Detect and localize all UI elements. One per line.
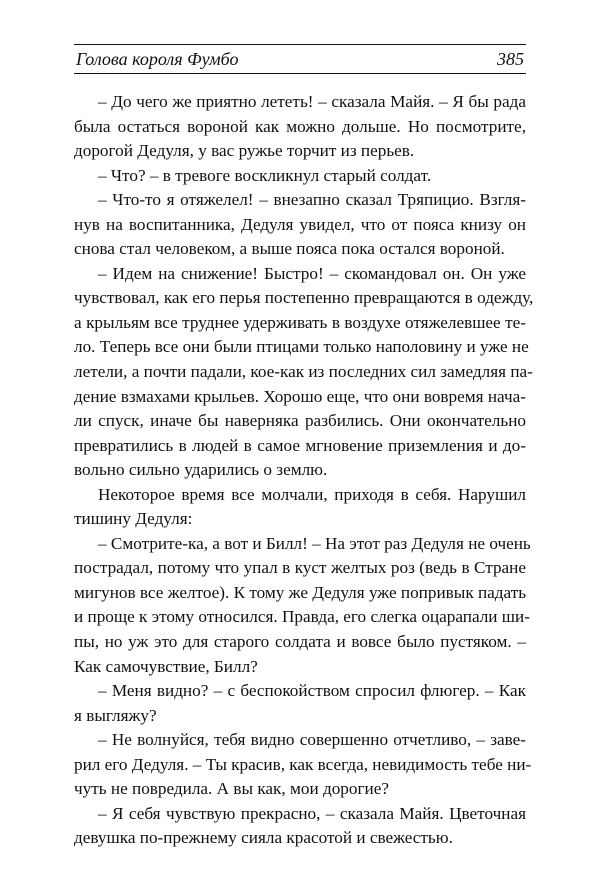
text-line: вольно сильно ударились о землю. bbox=[74, 460, 328, 480]
text-line: чувствовал, как его перья постепенно превращаются в одежду, bbox=[74, 288, 534, 308]
text-line: – Не волнуйся, тебя видно совершенно отчетливо, – заве- bbox=[98, 730, 526, 750]
text-line: ли спуск, иначе бы наверняка разбились. Они окончательно bbox=[74, 411, 526, 431]
text-line: дение взмахами крыльев. Хорошо еще, что они вовремя нача- bbox=[74, 386, 526, 406]
text-line: девушка по-прежнему сияла красотой и свежестью. bbox=[74, 828, 453, 848]
text-line: – Смотрите-ка, а вот и Билл! – На этот раз Дедуля не очень bbox=[98, 533, 531, 553]
text-line: – Что-то я отяжелел! – внезапно сказал Тряпицио. Взгля- bbox=[98, 190, 526, 210]
text-line: Как самочувствие, Билл? bbox=[74, 656, 258, 676]
text-line: – До чего же приятно лететь! – сказала Майя. – Я бы рада bbox=[98, 92, 526, 111]
text-line: а крыльям все труднее удерживать в воздухе отяжелевшее те- bbox=[74, 312, 526, 332]
text-line: – Я себя чувствую прекрасно, – сказала Майя. Цветочная bbox=[98, 803, 526, 823]
text-line: – Что? – в тревоге воскликнул старый солдат. bbox=[98, 165, 432, 185]
text-line: – Меня видно? – с беспокойством спросил флюгер. – Как bbox=[98, 681, 526, 701]
text-line: рил его Дедуля. – Ты красив, как всегда, невидимость тебе ни- bbox=[74, 754, 532, 774]
text-line: превратились в людей в самое мгновение приземления и до- bbox=[74, 435, 526, 455]
page-header bbox=[74, 44, 526, 74]
text-line: и проще к этому относился. Правда, его слегка оцарапали ши- bbox=[74, 607, 530, 627]
text-line: – Идем на снижение! Быстро! – скомандовал он. Он уже bbox=[98, 263, 526, 283]
text-line: пы, но уж это для старого солдата и вовсе было пустяком. – bbox=[74, 632, 526, 652]
text-line: нув на воспитанника, Дедуля увидел, что от пояса книзу он bbox=[74, 214, 526, 234]
text-line: тишину Дедуля: bbox=[74, 509, 193, 529]
text-line: летели, а почти падали, кое-как из последних сил замедляя па- bbox=[74, 362, 533, 382]
text-line: чуть не повредила. А вы как, мои дорогие? bbox=[74, 779, 389, 799]
text-line: ло. Теперь все они были птицами только наполовину и уже не bbox=[74, 337, 529, 357]
running-title: Голова короля Фумбо bbox=[76, 49, 239, 69]
text-line: снова стал человеком, а выше пояса пока остался вороной. bbox=[74, 239, 505, 259]
text-line: была остаться вороной как можно дольше. Но посмотрите, bbox=[74, 116, 526, 136]
text-line: я выгляжу? bbox=[74, 705, 157, 725]
page-number: 385 bbox=[497, 49, 524, 69]
text-line: мигунов все желтое). К тому же Дедуля уже попривык падать bbox=[74, 582, 527, 602]
text-line: Некоторое время все молчали, приходя в себя. Нарушил bbox=[98, 484, 526, 504]
text-line: дорогой Дедуля, у вас ружье торчит из перьев. bbox=[74, 141, 415, 161]
text-line: пострадал, потому что упал в куст желтых роз (ведь в Стране bbox=[74, 558, 526, 578]
body-text bbox=[74, 90, 534, 851]
